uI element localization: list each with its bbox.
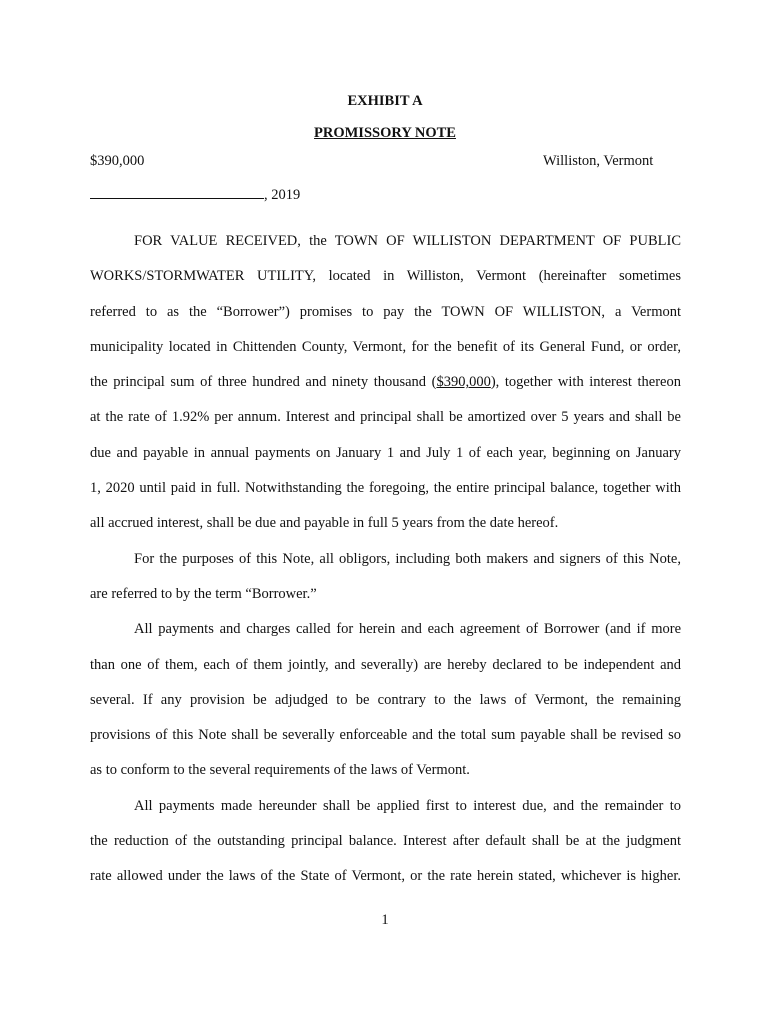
paragraph-line: municipality located in Chittenden County, Vermont, for the benefit of its General Fund, or order,: [90, 338, 681, 355]
principal-amount: $390,000: [90, 153, 145, 169]
principal-sum-text: the principal sum of three hundred and ninety thousand (: [90, 374, 437, 391]
paragraph-line: WORKS/STORMWATER UTILITY, located in Williston, Vermont (hereinafter sometimes: [90, 268, 681, 285]
paragraph-line: are referred to by the term “Borrower.”: [90, 585, 317, 602]
paragraph-line: than one of them, each of them jointly, and severally) are hereby declared to be independent and: [90, 656, 681, 673]
paragraph-line: as to conform to the several requirements of the laws of Vermont.: [90, 762, 470, 779]
paragraph-line: All payments made hereunder shall be applied first to interest due, and the remainder to: [134, 797, 681, 814]
paragraph-line: provisions of this Note shall be severally enforceable and the total sum payable shall be revised so: [90, 727, 681, 744]
date-line: [90, 184, 300, 204]
paragraph-line: several. If any provision be adjudged to be contrary to the laws of Vermont, the remaining: [90, 691, 681, 708]
paragraph-line: FOR VALUE RECEIVED, the TOWN OF WILLISTON DEPARTMENT OF PUBLIC: [134, 233, 681, 249]
principal-sum-text-end: ), together with interest thereon: [490, 374, 681, 391]
note-body: [90, 226, 681, 897]
place-of-execution: Williston, Vermont: [543, 153, 654, 169]
paragraph-line: all accrued interest, shall be due and payable in full 5 years from the date hereof.: [90, 515, 559, 532]
paragraph-line: referred to as the “Borrower”) promises to pay the TOWN OF WILLISTON, a Vermont: [90, 303, 681, 320]
paragraph-line: All payments and charges called for herein and each agreement of Borrower (and if more: [134, 621, 681, 638]
paragraph-line: 1, 2020 until paid in full. Notwithstanding the foregoing, the entire principal balance, together with: [90, 480, 681, 497]
paragraph-line: at the rate of 1.92% per annum. Interest and principal shall be amortized over 5 years and shall be: [90, 409, 681, 426]
document-title: PROMISSORY NOTE: [314, 125, 456, 141]
date-blank: [90, 184, 264, 199]
paragraph-line: the reduction of the outstanding principal balance. Interest after default shall be at the judgment: [90, 833, 681, 850]
paragraph-line: due and payable in annual payments on January 1 and July 1 of each year, beginning on January: [90, 444, 681, 461]
paragraph-line: rate allowed under the laws of the State of Vermont, or the rate herein stated, whichever is higher.: [90, 868, 681, 885]
principal-sum-figure: $390,000: [436, 374, 491, 391]
paragraph-line: [90, 367, 681, 402]
date-year: , 2019: [264, 187, 301, 203]
page-number: 1: [381, 912, 389, 928]
exhibit-heading: EXHIBIT A: [347, 93, 423, 109]
paragraph-line: For the purposes of this Note, all obligors, including both makers and signers of this Note,: [134, 550, 681, 567]
